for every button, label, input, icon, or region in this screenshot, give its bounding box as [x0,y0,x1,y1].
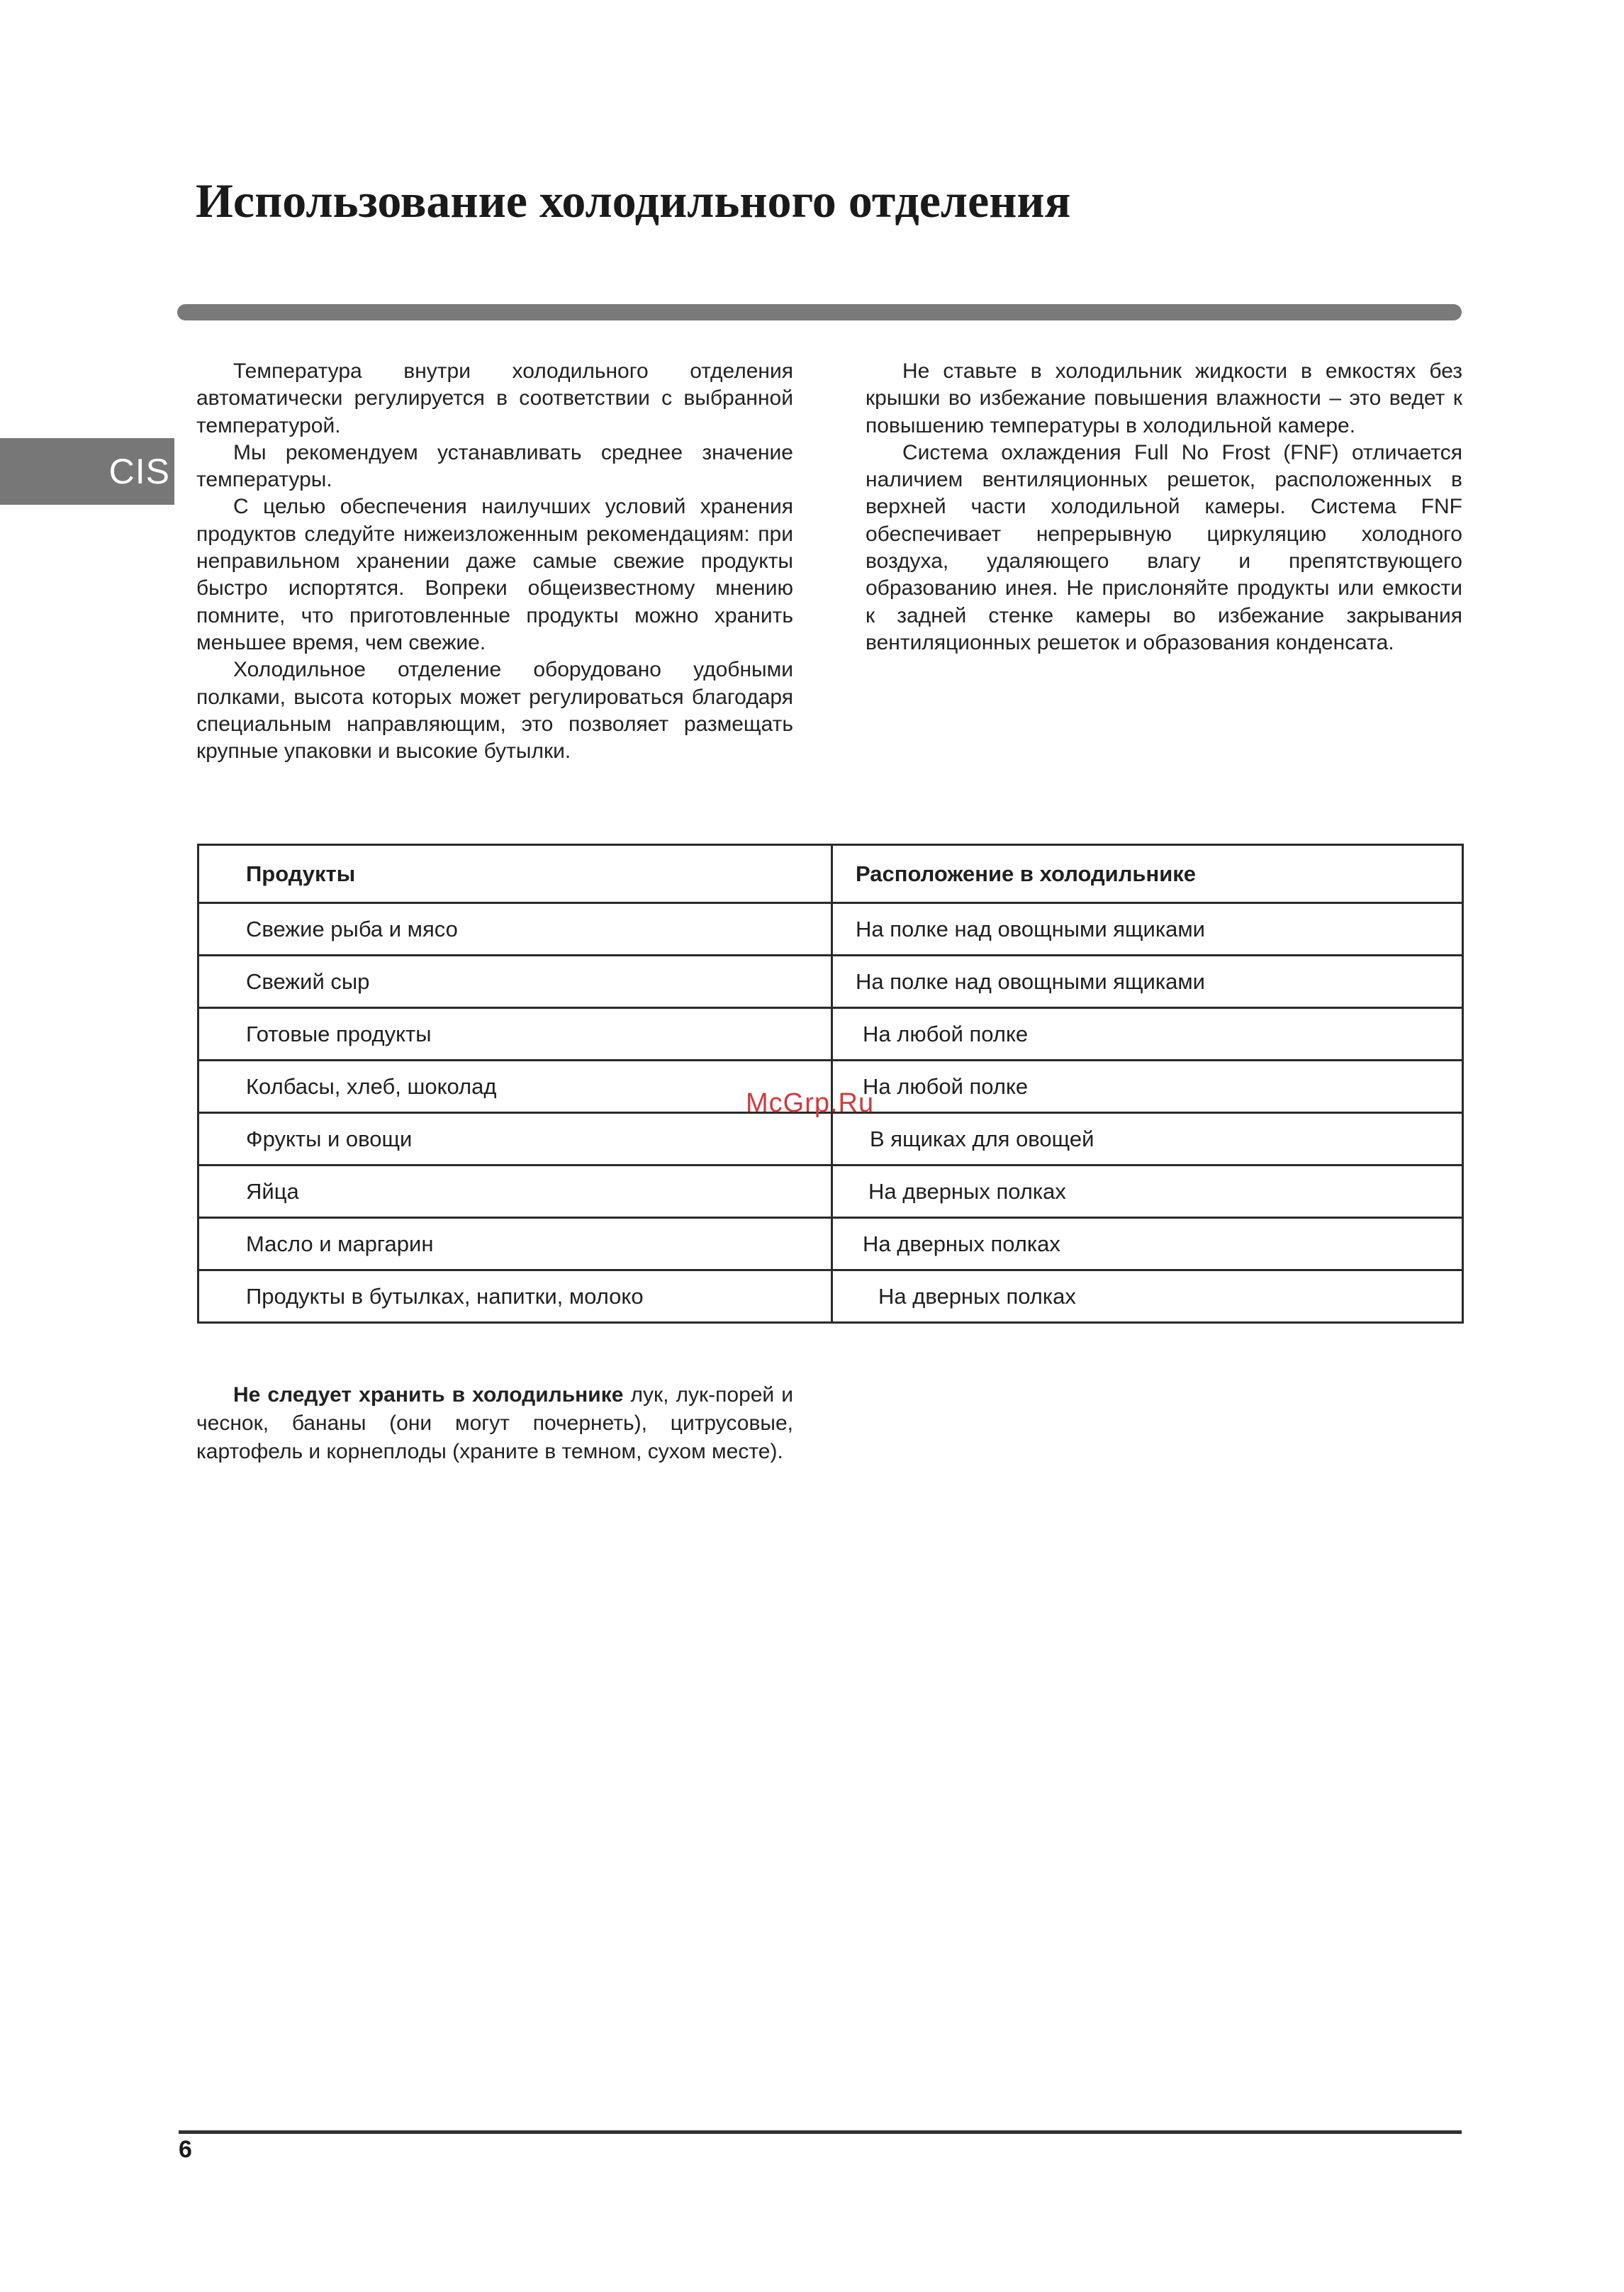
paragraph: Температура внутри холодильного отделения автоматически регулируется в соответствии с выбранной температурой. [196,359,793,437]
location-cell: В ящиках для овощей [832,1113,1463,1165]
location-cell: На любой полке [832,1008,1463,1061]
table-row [198,1008,1463,1061]
language-tab: CIS [0,438,174,505]
location-cell: На дверных полках [832,1165,1463,1218]
right-column [866,358,1462,656]
table-row [198,956,1463,1008]
storage-table [197,844,1464,1324]
product-cell: Колбасы, хлеб, шоколад [198,1061,832,1113]
warning-lead: Не следует хранить в холодильнике [233,1383,624,1407]
header-products: Продукты [198,845,832,903]
product-cell: Яйца [198,1165,832,1218]
product-cell: Продукты в бутылках, напитки, молоко [198,1270,832,1323]
product-cell: Масло и маргарин [198,1218,832,1270]
header-location: Расположение в холодильнике [832,845,1463,903]
title-divider [177,304,1462,320]
product-cell: Фрукты и овощи [198,1113,832,1165]
page-number: 6 [179,2136,192,2163]
warning-text: лук, лук-порей и чеснок, бананы (они могут почернеть), цитрусовые, картофель и корнеплоды (храните в темном, сухом месте). [196,1383,794,1463]
paragraph: Холодильное отделение оборудовано удобными полками, высота которых может регулироваться благодаря специальным направляющим, это позволяет размещать крупные упаковки и высокие бутылки. [196,658,793,764]
paragraph: Система охлаждения Full No Frost (FNF) отличается наличием вентиляционных решеток, расположенных в верхней части холодильной камеры. Система FNF обеспечивает непрерывную циркуляцию холодного воздуха, удаляющего влагу и препятствующего образованию инея. Не прислоняйте продукты или емкости к задней стенке камеры во избежание закрывания вентиляционных решеток и образования конденсата. [866,440,1462,654]
table-header-row [198,845,1463,903]
location-cell: На любой полке [832,1061,1463,1113]
paragraph: Не ставьте в холодильник жидкости в емкостях без крышки во избежание повышения влажности – это ведет к повышению температуры в холодильной камере. [866,359,1462,437]
product-cell: Свежий сыр [198,956,832,1008]
paragraph: С целью обеспечения наилучших условий хранения продуктов следуйте нижеизложенным рекомендациям: при неправильном хранении даже самые свежие продукты быстро испортятся. Вопреки общеизвестному мнению помните, что приготовленные продукты можно хранить меньшее время, чем свежие. [196,495,793,654]
location-cell: На дверных полках [832,1270,1463,1323]
table-row [198,1113,1463,1165]
table-row [198,1218,1463,1270]
storage-warning [196,1381,793,1466]
page-title: Использование холодильного отделения [196,174,1071,228]
location-cell: На полке над овощными ящиками [832,903,1463,956]
product-cell: Готовые продукты [198,1008,832,1061]
location-cell: На дверных полках [832,1218,1463,1270]
paragraph: Мы рекомендуем устанавливать среднее значение температуры. [196,440,793,492]
table-row [198,1165,1463,1218]
footer-divider [179,2130,1462,2134]
table-row [198,903,1463,956]
product-cell: Свежие рыба и мясо [198,903,832,956]
table-row [198,1270,1463,1323]
left-column [196,358,793,765]
watermark: McGrp.Ru [746,1088,875,1118]
location-cell: На полке над овощными ящиками [832,956,1463,1008]
